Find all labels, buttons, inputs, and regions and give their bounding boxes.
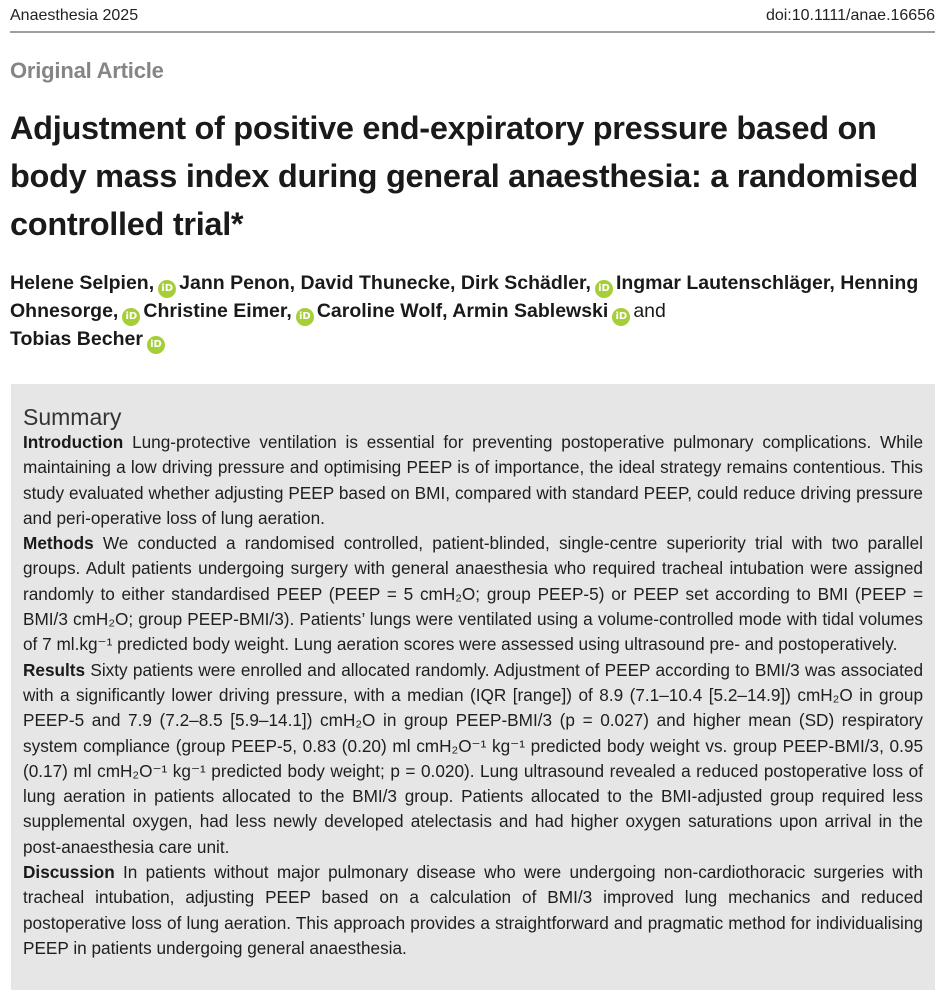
summary-introduction — [23, 430, 923, 531]
summary-heading: Summary — [23, 404, 122, 430]
journal-name: Anaesthesia 2025 — [10, 7, 139, 24]
orcid-icon[interactable]: iD — [595, 280, 613, 298]
summary-discussion — [23, 860, 923, 961]
orcid-icon[interactable]: iD — [147, 336, 165, 354]
methods-text: We conducted a randomised controlled, patient-blinded, single-centre superiority trial with two parallel groups. Adult patients undergoing surgery with general anaesthesia who required tracheal intubation were assigned randomly to either standardised PEEP (PEEP = 5 cmH₂O; group PEEP-5) or PEEP set according to BMI (PEEP = BMI/3 cmH₂O; group PEEP-BMI/3). Patients’ lungs were ventilated using a volume-controlled mode with tidal volumes of 7 ml.kg⁻¹ predicted body weight. Lung aeration scores were assessed using ultrasound pre- and postoperatively. — [23, 533, 923, 655]
article-title: Adjustment of positive end-expiratory pressure based on body mass index during general anaesthesia: a randomised controlled trial* — [10, 110, 918, 242]
orcid-icon[interactable]: iD — [158, 280, 176, 298]
author-conjunction: and — [633, 300, 666, 322]
discussion-label: Discussion — [23, 862, 115, 883]
journal-header — [10, 4, 935, 33]
introduction-label: Introduction — [23, 432, 124, 452]
summary-box — [11, 384, 935, 990]
results-label: Results — [23, 659, 86, 680]
author-name: Caroline Wolf, Armin Sablewski — [316, 300, 609, 322]
orcid-icon[interactable]: iD — [296, 308, 314, 326]
author-name: Ingmar Lautenschläger, Henning Ohnesorge, — [10, 272, 919, 322]
author-name: Christine Eimer, — [143, 300, 292, 322]
summary-methods — [23, 531, 923, 657]
summary-results — [23, 658, 923, 860]
author-name: Helene Selpien, — [10, 272, 155, 294]
doi-link[interactable]: doi:10.1111/anae.16656 — [765, 7, 935, 24]
methods-label: Methods — [23, 533, 94, 554]
orcid-icon[interactable]: iD — [122, 308, 140, 326]
orcid-icon[interactable]: iD — [612, 308, 630, 326]
author-list — [10, 270, 940, 354]
article-type: Original Article — [10, 58, 164, 83]
author-name: Tobias Becher — [10, 328, 143, 350]
summary-body — [23, 430, 923, 961]
results-text: Sixty patients were enrolled and allocated randomly. Adjustment of PEEP according to BMI/3 was associated with a significantly lower driving pressure, with a median (IQR [range]) of 8.9 (7.1–10.4 [5.2–14.9]) cmH₂O in group PEEP-5 and 7.9 (7.2–8.5 [5.9–14.1]) cmH₂O in group PEEP-BMI/3 (p = 0.027) and higher mean (SD) respiratory system compliance (group PEEP-5, 0.83 (0.20) ml cmH₂O⁻¹ kg⁻¹ predicted body weight vs. group PEEP-BMI/3, 0.95 (0.17) ml cmH₂O⁻¹ kg⁻¹ predicted body weight; p = 0.020). Lung ultrasound revealed a reduced postoperative loss of lung aeration in patients allocated to the BMI/3 group. Patients allocated to the BMI-adjusted group required less supplemental oxygen, had less newly developed atelectasis and had higher oxygen saturations upon arrival in the post-anaesthesia care unit. — [23, 659, 924, 857]
discussion-text: In patients without major pulmonary disease who were undergoing non-cardiothoracic surgeries with tracheal intubation, adjusting PEEP based on a calculation of BMI/3 improved lung mechanics and reduced postoperative loss of lung aeration. This approach provides a straightforward and pragmatic method for individualising PEEP in patients undergoing general anaesthesia. — [23, 862, 923, 958]
author-name: Jann Penon, David Thunecke, Dirk Schädler, — [179, 272, 591, 294]
introduction-text: Lung-protective ventilation is essential for preventing postoperative pulmonary complications. While maintaining a low driving pressure and optimising PEEP is of importance, the ideal strategy remains contentious. This study evaluated whether adjusting PEEP based on BMI, compared with standard PEEP, could reduce driving pressure and peri-operative loss of lung aeration. — [23, 432, 924, 528]
